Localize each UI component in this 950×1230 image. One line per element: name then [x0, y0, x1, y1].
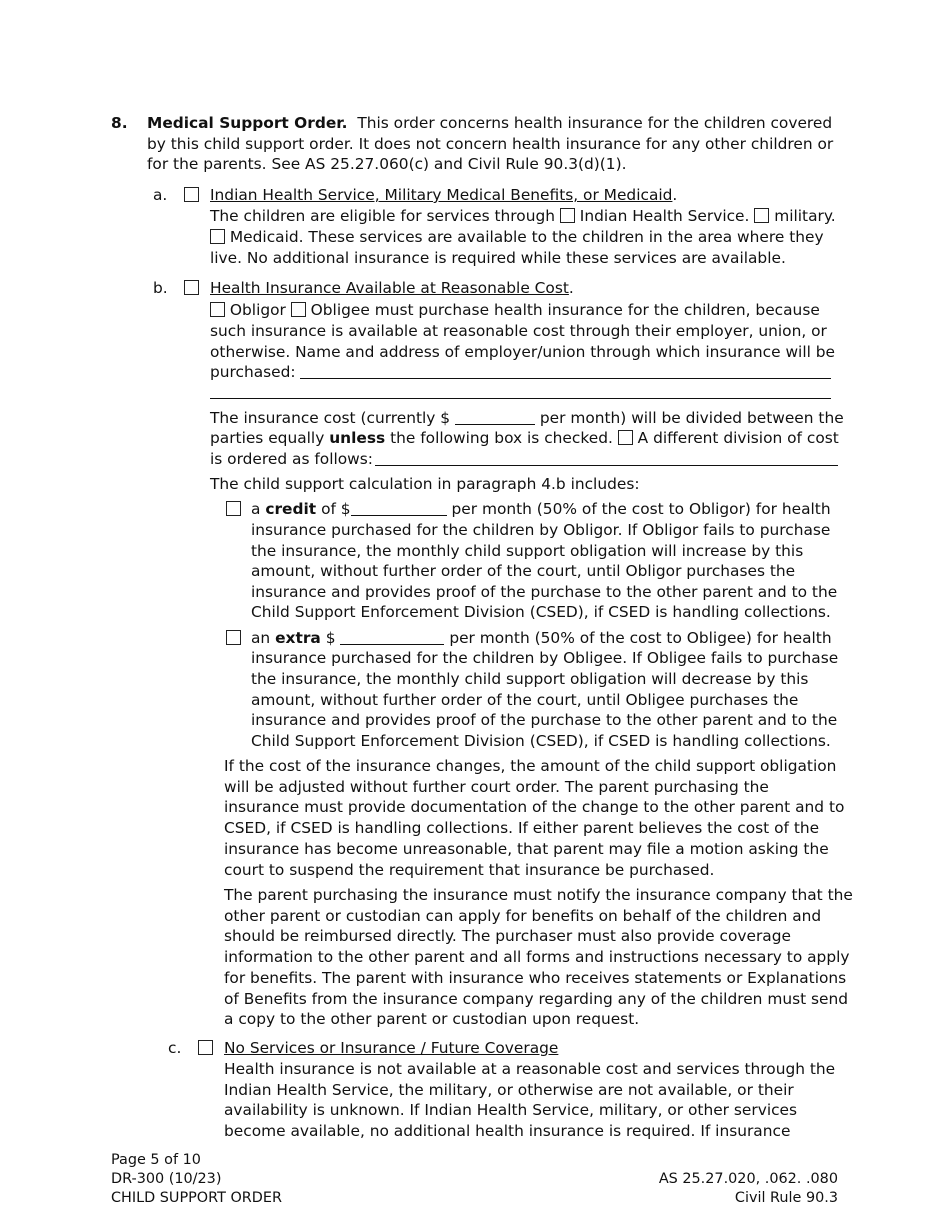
obligee-label: Obligee must purchase health insurance for the children, because: [310, 301, 820, 319]
section-intro: [147, 113, 842, 175]
item-b-line4: purchased:: [210, 363, 296, 381]
item-a-title: Indian Health Service, Military Medical Benefits, or Medicaid.: [210, 186, 678, 204]
credit-line6: Child Support Enforcement Division (CSED), if CSED is handling collections.: [251, 603, 831, 621]
credit-line3: the insurance, the monthly child support obligation will increase by this: [251, 542, 804, 560]
obligor-label: Obligor: [229, 301, 286, 319]
obligee-checkbox[interactable]: [291, 302, 306, 317]
item-b-line1: [210, 300, 820, 321]
extra-line2: insurance purchased for the children by Obligee. If Obligee fails to purchase: [251, 649, 839, 667]
credit-line4: amount, without further order of the court, until Obligor purchases the: [251, 562, 796, 580]
item-a-line2: [210, 227, 824, 248]
extra-line4: amount, without further order of the court, until Obligee purchases the: [251, 691, 799, 709]
credit-line1: a credit of $ per month (50% of the cost to Obligor) for health: [251, 500, 831, 518]
footer-page: Page 5 of 10: [111, 1152, 201, 1168]
item-c-body: Health insurance is not available at a reasonable cost and services through the Indian Health Service, the military, or otherwise are not available, or their availability is unknown. If Indian Health Service, military, or other services become available, no additional health insurance is required. If insurance: [224, 1060, 836, 1141]
cost-line2: parties equally unless the following box is checked. A different division of cost: [210, 429, 839, 447]
extra-line3: the insurance, the monthly child support obligation will decrease by this: [251, 670, 809, 688]
item-a-checkbox[interactable]: [184, 185, 199, 206]
credit-line5: insurance and provides proof of the purchase to the other parent and to the: [251, 583, 838, 601]
extra-line1: an extra $ per month (50% of the cost to Obligee) for health: [251, 629, 832, 647]
military-label: military.: [774, 207, 836, 225]
item-b-line3: otherwise. Name and address of employer/union through which insurance will be: [210, 343, 836, 361]
item-a-line1: The children are eligible for services through Indian Health Service. military.: [210, 207, 836, 225]
item-b-marker: b.: [153, 279, 168, 297]
employer-line-1[interactable]: [300, 378, 831, 379]
item-a-marker: a.: [153, 186, 168, 204]
credit-checkbox[interactable]: [226, 499, 241, 520]
cost-line3: is ordered as follows:: [210, 450, 373, 468]
calc-intro: The child support calculation in paragraph 4.b includes:: [210, 475, 640, 493]
extra-checkbox[interactable]: [226, 628, 241, 649]
employer-line-2[interactable]: [210, 398, 831, 399]
section-intro-text: This order concerns health insurance for the children covered by this child support order. It does not concern health insurance for any other children or for the parents. See AS 25.27.060(c) and Civil Rule 90.3(d)(1).: [147, 114, 834, 174]
credit-amount-field[interactable]: [351, 501, 447, 516]
medicaid-checkbox[interactable]: [210, 229, 225, 244]
division-line[interactable]: [375, 465, 838, 466]
item-b-title: Health Insurance Available at Reasonable Cost.: [210, 279, 574, 297]
extra-line5: insurance and provides proof of the purchase to the other parent and to the: [251, 711, 838, 729]
item-c-marker: c.: [168, 1039, 182, 1057]
section-number: 8.: [111, 114, 128, 132]
footer-title: CHILD SUPPORT ORDER: [111, 1190, 282, 1206]
credit-line2: insurance purchased for the children by Obligor. If Obligor fails to purchase: [251, 521, 831, 539]
item-b-checkbox[interactable]: [184, 278, 199, 299]
item-a-line3: live. No additional insurance is required while these services are available.: [210, 249, 786, 267]
section-heading: Medical Support Order.: [147, 114, 348, 132]
notify-paragraph: The parent purchasing the insurance must notify the insurance company that the other parent or custodian can apply for benefits on behalf of the children and should be reimbursed directly. The purchaser must also provide coverage information to the other parent and all forms and instructions necessary to apply for benefits. The parent with insurance who receives statements or Explanations of Benefits from the insurance company regarding any of the children must send a copy to the other parent or custodian upon request.: [224, 886, 853, 1029]
cost-amount-field[interactable]: [455, 410, 535, 425]
extra-line6: Child Support Enforcement Division (CSED), if CSED is handling collections.: [251, 732, 831, 750]
item-b-line2: such insurance is available at reasonable cost through their employer, union, or: [210, 322, 827, 340]
footer-rule: Civil Rule 90.3: [734, 1190, 838, 1206]
cost-line1: The insurance cost (currently $ per month) will be divided between the: [210, 409, 844, 427]
extra-amount-field[interactable]: [340, 630, 444, 645]
footer-left: [111, 1151, 282, 1208]
footer-right: [659, 1170, 838, 1208]
item-c-checkbox[interactable]: [198, 1038, 213, 1059]
obligor-checkbox[interactable]: [210, 302, 225, 317]
footer-statute: AS 25.27.020, .062. .080: [658, 1171, 838, 1187]
ihs-checkbox[interactable]: [560, 208, 575, 223]
item-c-title: No Services or Insurance / Future Coverage: [224, 1039, 559, 1057]
change-paragraph: If the cost of the insurance changes, the amount of the child support obligation will be adjusted without further court order. The parent purchasing the insurance must provide documentation of the change to the other parent and to CSED, if CSED is handling collections. If either parent believes the cost of the insurance has become unreasonable, that parent may file a motion asking the court to suspend the requirement that insurance be purchased.: [224, 757, 845, 879]
different-division-checkbox[interactable]: [618, 430, 633, 445]
military-checkbox[interactable]: [754, 208, 769, 223]
footer-form: DR-300 (10/23): [111, 1171, 222, 1187]
medicaid-label: Medicaid. These services are available to the children in the area where they: [229, 228, 824, 246]
ihs-label: Indian Health Service.: [579, 207, 750, 225]
